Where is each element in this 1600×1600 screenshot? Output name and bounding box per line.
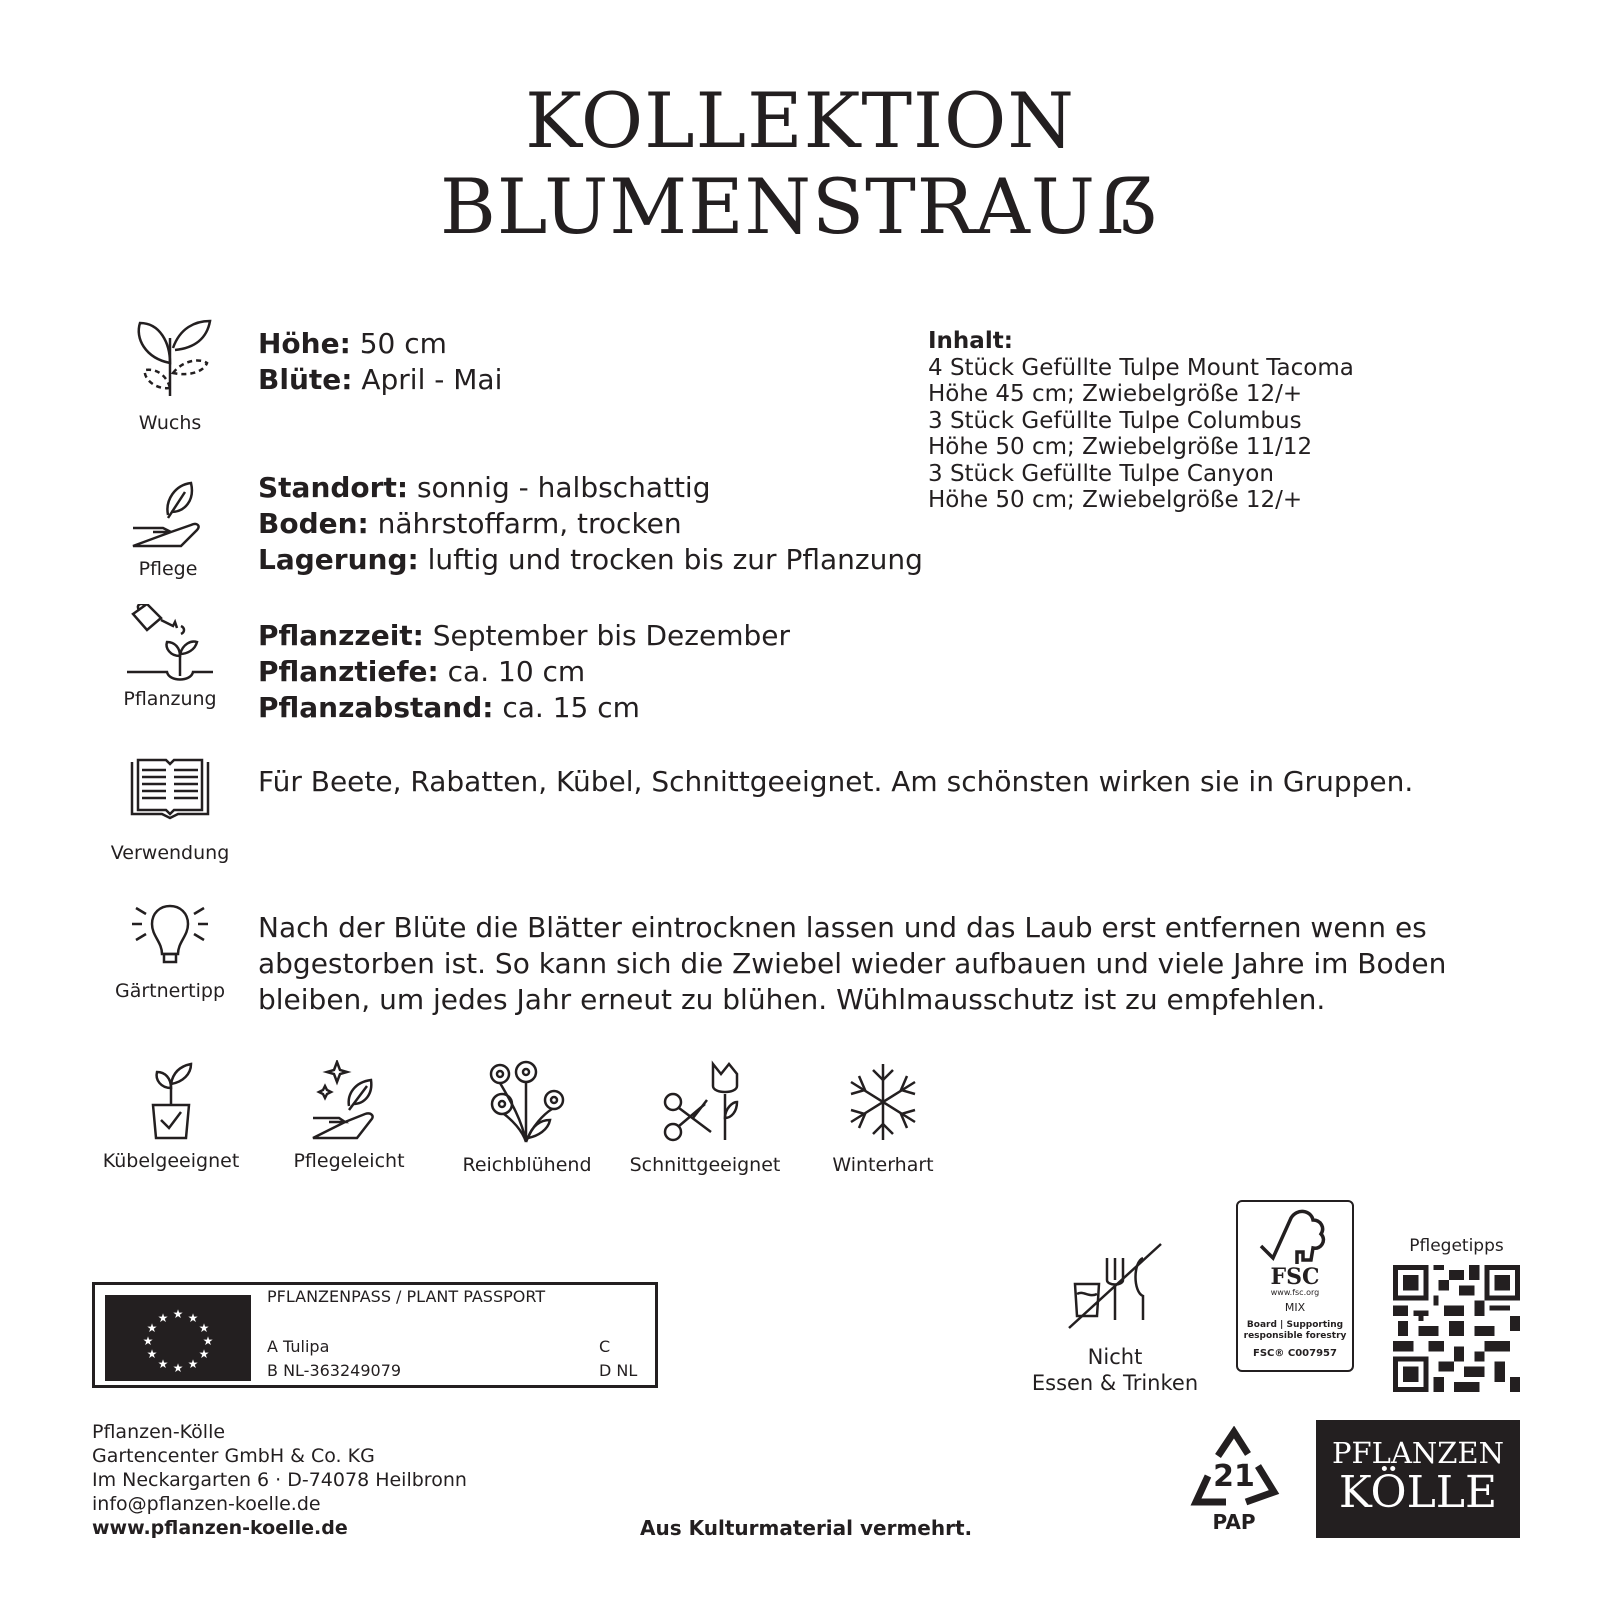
contents-line: 3 Stück Gefüllte Tulpe Columbus [928,407,1302,434]
field-value: ca. 15 cm [493,691,640,724]
plant-growth-icon [125,318,215,398]
section-label: Verwendung [110,842,230,864]
page-title [0,78,1600,250]
fsc-url: www.fsc.org [1270,1288,1320,1297]
svg-text:★: ★ [198,1347,210,1361]
contents-list [928,328,1354,514]
passport-c: C [599,1337,611,1356]
svg-text:★: ★ [146,1321,158,1335]
svg-text:★: ★ [198,1321,210,1335]
section-pflanzung-text [258,618,790,726]
section-gaertnertipp-text [258,910,1446,1018]
title-line-2: BLUMENSTRAUẞ [440,162,1160,251]
field-key: Pflanzabstand: [258,691,494,724]
address-line: Pflanzen-Kölle [92,1421,226,1443]
section-pflanzung-icon-col [100,604,240,710]
hand-leaf-icon [123,480,213,550]
section-verwendung-text: Für Beete, Rabatten, Kübel, Schnittgeeignet. Am schönsten wirken sie in Gruppen. [258,765,1414,798]
text-line: Nach der Blüte die Blätter eintrocknen lassen und das Laub erst entfernen wenn es [258,911,1427,944]
field-value: sonnig - halbschattig [408,471,711,504]
feature-winterhart [798,1060,968,1176]
plant-passport [92,1282,658,1388]
not-food-warning [1030,1240,1200,1396]
feature-label: Kübelgeeignet [102,1150,240,1172]
field-value: luftig und trocken bis zur Pflanzung [418,543,923,576]
recycling-symbol [1186,1426,1282,1534]
recycling-code: PAP [1212,1510,1256,1534]
watering-can-icon [125,604,215,684]
address-line: Im Neckargarten 6 · D-74078 Heilbronn [92,1469,467,1491]
culture-note: Aus Kulturmaterial vermehrt. [640,1516,973,1540]
contents-heading: Inhalt: [928,328,1013,354]
hand-sparkle-leaf-icon [309,1060,389,1140]
contents-line: 3 Stück Gefüllte Tulpe Canyon [928,460,1274,487]
field-value: September bis Dezember [423,619,790,652]
contents-line: Höhe 45 cm; Zwiebelgröße 12/+ [928,381,1303,407]
fsc-tree-checkmark-icon [1255,1208,1335,1266]
feature-label: Schnittgeeignet [629,1154,781,1176]
svg-text:★: ★ [172,1361,184,1375]
section-label: Wuchs [138,412,202,434]
field-value: April - Mai [352,363,503,396]
warning-line-1: Nicht [1087,1345,1143,1369]
feature-pflegeleicht [264,1060,434,1172]
snowflake-icon [843,1060,923,1144]
field-key: Blüte: [258,363,353,396]
field-key: Pflanzzeit: [258,619,424,652]
title-line-1: KOLLEKTION [525,76,1075,165]
section-gaertnertipp-icon-col [100,902,240,1002]
scissors-tulip-icon [663,1060,747,1144]
email-link[interactable]: info@pflanzen-koelle.de [92,1493,321,1515]
section-label: Gärtnertipp [114,980,226,1002]
svg-text:★: ★ [187,1311,199,1325]
field-key: Pflanztiefe: [258,655,439,688]
eu-flag-icon [105,1295,251,1381]
company-address [92,1420,467,1540]
text-line: bleiben, um jedes Jahr erneut zu blühen. Wühlmausschutz ist zu empfehlen. [258,983,1326,1016]
qr-label: Pflegetipps [1409,1236,1504,1256]
svg-text:★: ★ [142,1334,154,1348]
svg-text:★: ★ [157,1311,169,1325]
field-value: nährstoffarm, trocken [368,507,682,540]
section-wuchs-text [258,326,502,398]
no-food-drink-icon [1067,1240,1163,1330]
open-book-icon [130,758,210,820]
svg-text:★: ★ [187,1357,199,1371]
potted-plant-check-icon [141,1060,201,1140]
field-key: Standort: [258,471,409,504]
section-pflege-text [258,470,923,578]
text-line: abgestorben ist. So kann sich die Zwiebel wieder aufbauen und viele Jahre im Boden [258,947,1447,980]
passport-b: B NL-363249079 [267,1361,402,1380]
feature-schnittgeeignet [620,1060,790,1176]
brand-logo [1316,1420,1520,1538]
field-value: 50 cm [350,327,447,360]
fsc-line-2: responsible forestry [1243,1331,1347,1341]
field-value: ca. 10 cm [438,655,586,688]
svg-text:★: ★ [172,1307,184,1321]
brand-line-1: PFLANZEN [1332,1436,1504,1470]
address-line: Gartencenter GmbH & Co. KG [92,1445,375,1467]
recycling-triangle-icon [1188,1426,1280,1510]
fsc-name: FSC [1270,1264,1320,1290]
feature-kuebelgeeignet [86,1060,256,1172]
website-link[interactable]: www.pflanzen-koelle.de [92,1517,348,1539]
feature-reichbluehend [442,1060,612,1176]
warning-line-2: Essen & Trinken [1031,1371,1199,1395]
passport-heading: PFLANZENPASS / PLANT PASSPORT [267,1287,546,1306]
flower-bouquet-icon [482,1060,572,1144]
brand-line-2: KÖLLE [1338,1467,1498,1518]
field-key: Boden: [258,507,369,540]
contents-line: 4 Stück Gefüllte Tulpe Mount Tacoma [928,354,1354,381]
field-key: Höhe: [258,327,351,360]
svg-text:★: ★ [202,1334,214,1348]
section-wuchs-icon-col [100,318,240,434]
qr-code[interactable] [1393,1265,1520,1392]
fsc-code: FSC® C007957 [1253,1348,1337,1359]
section-verwendung-icon-col [100,758,240,864]
svg-text:★: ★ [146,1347,158,1361]
fsc-label [1236,1200,1354,1372]
section-label: Pflanzung [123,688,217,710]
contents-line: Höhe 50 cm; Zwiebelgröße 11/12 [928,434,1313,460]
fsc-mix: MIX [1284,1301,1306,1314]
feature-label: Winterhart [832,1154,934,1176]
feature-label: Pflegeleicht [293,1150,405,1172]
section-label: Pflege [138,558,198,580]
svg-text:★: ★ [157,1357,169,1371]
lightbulb-icon [128,902,212,968]
passport-d: D NL [599,1361,638,1380]
section-pflege-icon-col [98,480,238,580]
contents-line: Höhe 50 cm; Zwiebelgröße 12/+ [928,487,1303,513]
fsc-line-1: Board | Supporting [1246,1320,1344,1330]
field-key: Lagerung: [258,543,419,576]
feature-label: Reichblühend [462,1154,592,1176]
recycling-number: 21 [1213,1459,1255,1494]
passport-a: A Tulipa [267,1337,330,1356]
